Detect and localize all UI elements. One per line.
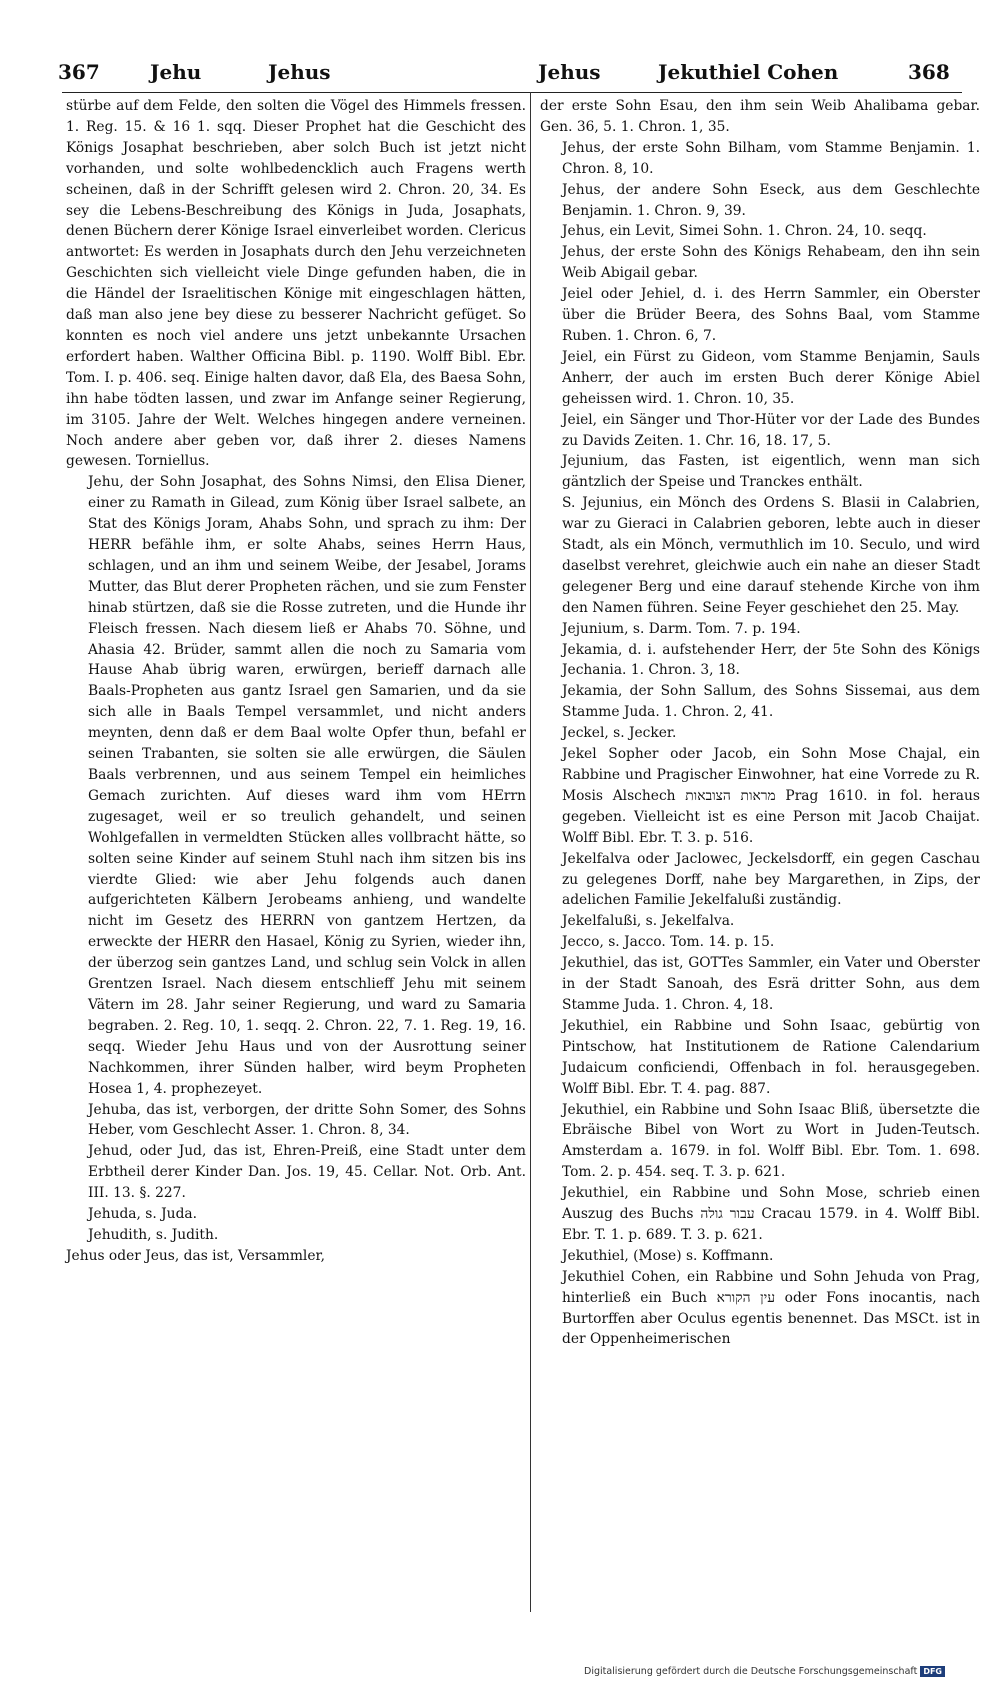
right-paragraph: Jehus, der andere Sohn Eseck, aus dem Geschlechte Benjamin. 1. Chron. 9, 39. — [562, 181, 980, 219]
left-paragraph: stürbe auf dem Felde, den solten die Vögel des Himmels fressen. 1. Reg. 15. & 16 1. sqq. Dieser Prophet hat die Geschicht des Königs Josaphat beschrieben, aber solch Buch ist jetzt nicht vorhanden, und solte wohlbedencklich auch Fragens werth scheinen, daß in der Schrifft gelesen wird 2. Chron. 20, 34. Es sey die Lebens-Beschreibung des Königs in Juda, Josaphats, denen Büchern derer Könige Israel einverleibet worden. Clericus antwortet: Es werden in Josaphats durch den Jehu verzeichneten Geschichten sich vielleicht viele Dinge gefunden haben, die in die Händel der Israelitischen Könige mit eingeschlagen hätten, daß man also jene bey diese zu besserer Nachricht gefüget. So konnten es noch viel andere uns jetzt unbekannte Ursachen erfordert haben. Walther Officina Bibl. p. 1190. Wolff Bibl. Ebr. Tom. I. p. 406. seq. Einige halten davor, daß Ela, des Baesa Sohn, ihn habe tödten lassen, und zwar im Anfange seiner Regierung, im 3105. Jahre der Welt. Welches hingegen andere verneinen. Noch andere aber geben vor, daß ihrer 2. dieses Namens gewesen. Torniellus. — [66, 98, 526, 470]
left-paragraph: Jehu, der Sohn Josaphat, des Sohns Nimsi, den Elisa Diener, einer zu Ramath in Gilead, zum König über Israel salbete, an Stat des Königs Joram, Ahabs Sohn, und sprach zu ihm: Der HERR befähle ihm, er solte Ahabs, seines Herrn Haus, schlagen, und an ihm und seinem Weibe, der Jesabel, Jorams Mutter, das Blut derer Propheten rächen, und sie zum Fenster hinab stürtzen, daß sie die Rosse zutreten, und die Hunde ihr Fleisch fressen. Nach diesem ließ er Ahabs 70. Söhne, und Ahasia 42. Brüder, sammt allen die noch zu Samaria vom Hause Ahab übrig waren, erwürgen, berieff darnach alle Baals-Propheten aus gantz Israel gen Samarien, und da sie sich alle in Baals Tempel versammlet, und nicht anders meynten, denn daß er dem Baal wolte Opfer thun, befahl er seinen Trabanten, sie solten sie alle erwürgen, die Säulen Baals verbrennen, und aus seinem Tempel ein heimliches Gemach zurichten. Auf dieses ward ihm vom HErrn zugesaget, weil er so treulich gehandelt, und seinen Wohlgefallen in vermeldten Stücken alles vollbracht hätte, so solten seine Kinder auf seinem Stuhl nach ihm sitzen bis ins vierdte Glied: wie aber Jehu folgends auch danen aufgerichteten Kälbern Jerobeams anhieng, und wandelte nicht im Gesetz des HERRN von gantzem Hertzen, da erweckte der HERR den Hasael, König zu Syrien, wieder ihn, der überzog sein gantzes Land, und schlug sein Volck in allen Grentzen Israel. Nach diesem entschlieff Jehu mit seinem Vätern im 28. Jahr seiner Regierung, und ward zu Samaria begraben. 2. Reg. 10, 1. seqq. 2. Chron. 22, 7. 1. Reg. 19, 16. seqq. Wieder Jehu Haus und von der Ausrottung seiner Nachkommen, ihrer Sünden halber, wird beym Propheten Hosea 1, 4. prophezeyet. — [88, 474, 526, 1097]
right-paragraph: Jejunium, s. Darm. Tom. 7. p. 194. — [562, 620, 801, 637]
catchword-left-2: Jehus — [268, 60, 331, 84]
column-divider — [530, 92, 531, 1612]
right-paragraph: Jeiel, ein Fürst zu Gideon, vom Stamme Benjamin, Sauls Anherr, der auch im ersten Buch derer Könige Abiel geheissen wird. 1. Chron. 10, 35. — [562, 348, 980, 407]
catchword-left-1: Jehu — [150, 60, 202, 84]
right-paragraph: Jehus, der erste Sohn Bilham, vom Stamme Benjamin. 1. Chron. 8, 10. — [562, 139, 980, 177]
left-paragraph: Jehuba, das ist, verborgen, der dritte Sohn Somer, des Sohns Heber, vom Geschlecht Asser. 1. Chron. 8, 34. — [88, 1101, 526, 1139]
right-paragraph: Jekelfalva oder Jaclowec, Jeckelsdorff, ein gegen Caschau zu gelegenes Dorff, nahe bey Margarethen, in Zips, der adelichen Familie Jekelfalußi zuständig. — [562, 850, 980, 909]
running-header — [58, 54, 963, 88]
right-paragraph: Jeiel oder Jehiel, d. i. des Herrn Sammler, ein Oberster über die Brüder Beera, des Sohns Baal, vom Stamme Ruben. 1. Chron. 6, 7. — [562, 286, 980, 344]
right-paragraph: Jekuthiel, ein Rabbine und Sohn Isaac, gebürtig von Pintschow, hat Institutionem de Ratione Calendarium Judaicum conficiendi, Offenbach in fol. herausgegeben. Wolff Bibl. Ebr. T. 4. pag. 887. — [562, 1017, 980, 1097]
right-paragraph: Jehus, ein Levit, Simei Sohn. 1. Chron. 24, 10. seqq. — [562, 223, 927, 240]
credit-text: Digitalisierung gefördert durch die Deutsche Forschungsgemeinschaft — [584, 1666, 918, 1677]
right-paragraph: S. Jejunius, ein Mönch des Ordens S. Blasii in Calabrien, war zu Gieraci in Calabrien geboren, lebte auch in dieser Stadt, als ein Mönch, vermuthlich im 10. Seculo, und wird daselbst verehret, gleichwie auch ein nahe an dieser Stadt gelegener Berg und eine darauf stehende Kirche von ihm den Namen führen. Seine Feyer geschiehet den 25. May. — [562, 495, 980, 616]
right-paragraph: Jekamia, der Sohn Sallum, des Sohns Sissemai, aus dem Stamme Juda. 1. Chron. 2, 41. — [562, 683, 980, 721]
left-column — [66, 96, 526, 1267]
catchword-right-1: Jehus — [538, 60, 601, 84]
right-paragraph: Jekelfalußi, s. Jekelfalva. — [562, 913, 735, 930]
right-paragraph: Jeckel, s. Jecker. — [562, 725, 677, 742]
right-column — [540, 96, 980, 1350]
right-paragraph: Jekuthiel Cohen, ein Rabbine und Sohn Jehuda von Prag, hinterließ ein Buch עין הקורא oder Fons inocantis, nach Burtorffen aber Oculus egentis benennet. Das MSCt. ist in der Oppenheimerischen — [562, 1268, 981, 1348]
right-paragraph: Jejunium, das Fasten, ist eigentlich, wenn man sich gäntzlich der Speise und Tranckes enthält. — [562, 453, 980, 491]
page-number-right: 368 — [908, 60, 950, 84]
right-paragraph: Jecco, s. Jacco. Tom. 14. p. 15. — [562, 934, 775, 951]
page-number-left: 367 — [58, 60, 100, 84]
right-paragraph: der erste Sohn Esau, den ihm sein Weib Ahalibama gebar. Gen. 36, 5. 1. Chron. 1, 35. — [540, 98, 980, 135]
right-paragraph: Jehus, der erste Sohn des Königs Rehabeam, den ihn sein Weib Abigail gebar. — [562, 244, 980, 282]
right-paragraph: Jekamia, d. i. aufstehender Herr, der 5te Sohn des Königs Jechania. 1. Chron. 3, 18. — [562, 641, 980, 679]
header-rule — [62, 92, 962, 93]
left-paragraph: Jehud, oder Jud, das ist, Ehren-Preiß, eine Stadt unter dem Erbtheil derer Kinder Dan. Jos. 19, 45. Cellar. Not. Orb. Ant. III. 13. §. 227. — [88, 1143, 526, 1202]
dfg-logo: DFG — [920, 1666, 945, 1677]
left-paragraph: Jehudith, s. Judith. — [88, 1226, 219, 1243]
right-paragraph: Jekuthiel, ein Rabbine und Sohn Isaac Bliß, übersetzte die Ebräische Bibel von Wort zu Wort in Juden-Teutsch. Amsterdam a. 1679. in fol. Wolff Bibl. Ebr. Tom. 1. 698. Tom. 2. p. 454. seq. T. 3. p. 621. — [562, 1101, 980, 1181]
digitization-credit — [584, 1666, 984, 1677]
right-paragraph: Jekuthiel, das ist, GOTTes Sammler, ein Vater und Oberster in der Stadt Sanoah, des Esrä dritter Sohn, aus dem Stamme Juda. 1. Chron. 4, 18. — [562, 955, 980, 1013]
right-paragraph: Jekel Sopher oder Jacob, ein Sohn Mose Chajal, ein Rabbine und Pragischer Einwohner, hat eine Vorrede zu R. Mosis Alschech מראות הצובאות Prag 1610. in fol. heraus gegeben. Vielleicht ist es eine Person mit Jacob Chaijat. Wolff Bibl. Ebr. T. 3. p. 516. — [562, 746, 980, 846]
right-paragraph: Jeiel, ein Sänger und Thor-Hüter vor der Lade des Bundes zu Davids Zeiten. 1. Chr. 16, 18. 17, 5. — [562, 411, 980, 449]
left-paragraph: Jehuda, s. Juda. — [88, 1206, 198, 1223]
right-paragraph: Jekuthiel, ein Rabbine und Sohn Mose, schrieb einen Auszug des Buchs עבור גולה Cracau 1579. in 4. Wolff Bibl. Ebr. T. 1. p. 689. T. 3. p. 621. — [562, 1185, 981, 1243]
catchword-right-2: Jekuthiel Cohen — [658, 60, 839, 84]
left-paragraph: Jehus oder Jeus, das ist, Versammler, — [66, 1247, 325, 1264]
right-paragraph: Jekuthiel, (Mose) s. Koffmann. — [562, 1247, 774, 1264]
